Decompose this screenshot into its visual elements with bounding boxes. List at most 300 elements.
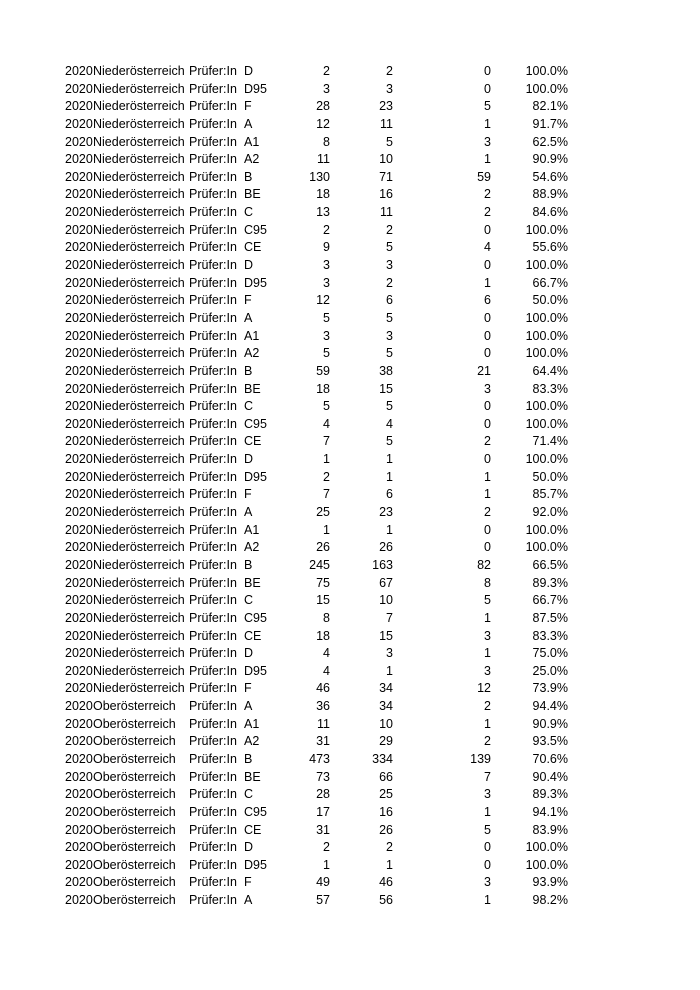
table-row bbox=[0, 292, 700, 310]
cell-failed: 1 bbox=[484, 487, 491, 502]
cell-failed: 1 bbox=[484, 469, 491, 484]
cell-license-class: A2 bbox=[244, 734, 260, 749]
cell-failed: 12 bbox=[477, 681, 491, 696]
table-row bbox=[0, 398, 700, 416]
cell-failed: 0 bbox=[484, 452, 491, 467]
cell-pass-rate: 50.0% bbox=[532, 293, 568, 308]
cell-region: Niederösterreich bbox=[93, 381, 185, 396]
cell-region: Niederösterreich bbox=[93, 522, 185, 537]
cell-total: 28 bbox=[316, 99, 330, 114]
cell-license-class: A1 bbox=[244, 328, 260, 343]
cell-region: Niederösterreich bbox=[93, 487, 185, 502]
cell-year: 2020 bbox=[65, 187, 93, 202]
cell-total: 17 bbox=[316, 804, 330, 819]
cell-role: Prüfer:In bbox=[189, 469, 237, 484]
cell-license-class: D bbox=[244, 258, 254, 273]
cell-pass-rate: 71.4% bbox=[532, 434, 568, 449]
cell-role: Prüfer:In bbox=[189, 840, 237, 855]
cell-passed: 66 bbox=[379, 769, 393, 784]
cell-role: Prüfer:In bbox=[189, 346, 237, 361]
cell-failed: 1 bbox=[484, 646, 491, 661]
cell-role: Prüfer:In bbox=[189, 804, 237, 819]
cell-pass-rate: 88.9% bbox=[532, 187, 568, 202]
cell-pass-rate: 100.0% bbox=[525, 258, 568, 273]
table-row bbox=[0, 557, 700, 575]
cell-passed: 34 bbox=[379, 681, 393, 696]
table-row bbox=[0, 345, 700, 363]
cell-license-class: CE bbox=[244, 628, 262, 643]
cell-failed: 3 bbox=[484, 134, 491, 149]
cell-failed: 3 bbox=[484, 875, 491, 890]
cell-year: 2020 bbox=[65, 857, 93, 872]
cell-failed: 0 bbox=[484, 540, 491, 555]
cell-pass-rate: 100.0% bbox=[525, 452, 568, 467]
cell-passed: 1 bbox=[386, 857, 393, 872]
cell-region: Oberösterreich bbox=[93, 804, 176, 819]
cell-pass-rate: 100.0% bbox=[525, 840, 568, 855]
cell-role: Prüfer:In bbox=[189, 81, 237, 96]
cell-year: 2020 bbox=[65, 716, 93, 731]
cell-role: Prüfer:In bbox=[189, 540, 237, 555]
cell-failed: 0 bbox=[484, 416, 491, 431]
cell-passed: 25 bbox=[379, 787, 393, 802]
cell-pass-rate: 70.6% bbox=[532, 751, 568, 766]
cell-failed: 0 bbox=[484, 222, 491, 237]
cell-license-class: D95 bbox=[244, 857, 267, 872]
cell-total: 57 bbox=[316, 893, 330, 908]
cell-total: 28 bbox=[316, 787, 330, 802]
cell-year: 2020 bbox=[65, 822, 93, 837]
cell-year: 2020 bbox=[65, 381, 93, 396]
table-row bbox=[0, 786, 700, 804]
cell-year: 2020 bbox=[65, 469, 93, 484]
cell-region: Niederösterreich bbox=[93, 363, 185, 378]
cell-year: 2020 bbox=[65, 487, 93, 502]
cell-total: 73 bbox=[316, 769, 330, 784]
table-row bbox=[0, 363, 700, 381]
cell-passed: 2 bbox=[386, 64, 393, 78]
table-row bbox=[0, 169, 700, 187]
cell-license-class: F bbox=[244, 99, 252, 114]
cell-pass-rate: 100.0% bbox=[525, 222, 568, 237]
cell-region: Niederösterreich bbox=[93, 628, 185, 643]
cell-license-class: A1 bbox=[244, 716, 260, 731]
cell-total: 2 bbox=[323, 840, 330, 855]
cell-role: Prüfer:In bbox=[189, 64, 237, 78]
cell-year: 2020 bbox=[65, 557, 93, 572]
cell-role: Prüfer:In bbox=[189, 310, 237, 325]
cell-pass-rate: 100.0% bbox=[525, 522, 568, 537]
cell-total: 18 bbox=[316, 628, 330, 643]
cell-total: 11 bbox=[317, 152, 330, 167]
cell-year: 2020 bbox=[65, 399, 93, 414]
cell-year: 2020 bbox=[65, 575, 93, 590]
cell-region: Niederösterreich bbox=[93, 505, 185, 520]
table-row bbox=[0, 610, 700, 628]
cell-total: 4 bbox=[323, 416, 330, 431]
cell-passed: 16 bbox=[379, 187, 393, 202]
cell-license-class: F bbox=[244, 875, 252, 890]
cell-year: 2020 bbox=[65, 699, 93, 714]
cell-passed: 16 bbox=[379, 804, 393, 819]
cell-license-class: C bbox=[244, 787, 254, 802]
cell-total: 3 bbox=[323, 328, 330, 343]
cell-passed: 5 bbox=[386, 240, 393, 255]
cell-total: 3 bbox=[323, 258, 330, 273]
cell-total: 18 bbox=[316, 187, 330, 202]
cell-total: 12 bbox=[316, 116, 330, 131]
table-row bbox=[0, 874, 700, 892]
cell-license-class: C95 bbox=[244, 610, 267, 625]
cell-pass-rate: 66.7% bbox=[532, 593, 568, 608]
cell-role: Prüfer:In bbox=[189, 628, 237, 643]
cell-passed: 23 bbox=[379, 99, 393, 114]
cell-total: 15 bbox=[316, 593, 330, 608]
cell-role: Prüfer:In bbox=[189, 787, 237, 802]
cell-year: 2020 bbox=[65, 205, 93, 220]
table-row bbox=[0, 416, 700, 434]
cell-failed: 1 bbox=[484, 152, 491, 167]
cell-role: Prüfer:In bbox=[189, 381, 237, 396]
cell-year: 2020 bbox=[65, 328, 93, 343]
cell-year: 2020 bbox=[65, 840, 93, 855]
cell-role: Prüfer:In bbox=[189, 116, 237, 131]
cell-license-class: C bbox=[244, 399, 254, 414]
cell-license-class: A bbox=[244, 310, 253, 325]
cell-license-class: F bbox=[244, 293, 252, 308]
cell-region: Oberösterreich bbox=[93, 751, 176, 766]
cell-total: 8 bbox=[323, 610, 330, 625]
cell-total: 245 bbox=[309, 557, 330, 572]
cell-role: Prüfer:In bbox=[189, 134, 237, 149]
cell-pass-rate: 66.5% bbox=[532, 557, 568, 572]
cell-license-class: D bbox=[244, 64, 254, 78]
cell-region: Niederösterreich bbox=[93, 681, 185, 696]
cell-total: 18 bbox=[316, 381, 330, 396]
cell-region: Niederösterreich bbox=[93, 222, 185, 237]
cell-passed: 2 bbox=[386, 275, 393, 290]
cell-license-class: B bbox=[244, 169, 253, 184]
cell-year: 2020 bbox=[65, 628, 93, 643]
cell-year: 2020 bbox=[65, 522, 93, 537]
cell-year: 2020 bbox=[65, 222, 93, 237]
table-row bbox=[0, 504, 700, 522]
cell-failed: 8 bbox=[484, 575, 491, 590]
cell-failed: 0 bbox=[484, 840, 491, 855]
cell-license-class: A bbox=[244, 116, 253, 131]
table-row bbox=[0, 804, 700, 822]
table-row bbox=[0, 98, 700, 116]
cell-failed: 21 bbox=[477, 363, 491, 378]
cell-license-class: A2 bbox=[244, 540, 260, 555]
cell-total: 12 bbox=[316, 293, 330, 308]
cell-failed: 4 bbox=[484, 240, 491, 255]
cell-passed: 56 bbox=[379, 893, 393, 908]
cell-failed: 2 bbox=[484, 505, 491, 520]
cell-passed: 1 bbox=[386, 663, 393, 678]
cell-pass-rate: 90.9% bbox=[532, 152, 568, 167]
table-row bbox=[0, 151, 700, 169]
cell-year: 2020 bbox=[65, 540, 93, 555]
cell-region: Niederösterreich bbox=[93, 610, 185, 625]
cell-region: Oberösterreich bbox=[93, 893, 176, 908]
table-row bbox=[0, 592, 700, 610]
cell-failed: 3 bbox=[484, 663, 491, 678]
cell-license-class: CE bbox=[244, 822, 262, 837]
cell-region: Niederösterreich bbox=[93, 663, 185, 678]
cell-passed: 29 bbox=[379, 734, 393, 749]
cell-pass-rate: 84.6% bbox=[532, 205, 568, 220]
cell-region: Niederösterreich bbox=[93, 81, 185, 96]
cell-total: 3 bbox=[323, 81, 330, 96]
cell-pass-rate: 100.0% bbox=[525, 64, 568, 78]
cell-failed: 3 bbox=[484, 381, 491, 396]
cell-region: Niederösterreich bbox=[93, 416, 185, 431]
cell-passed: 4 bbox=[386, 416, 393, 431]
cell-pass-rate: 100.0% bbox=[525, 540, 568, 555]
cell-pass-rate: 100.0% bbox=[525, 328, 568, 343]
cell-year: 2020 bbox=[65, 310, 93, 325]
cell-year: 2020 bbox=[65, 593, 93, 608]
cell-total: 1 bbox=[323, 452, 330, 467]
cell-role: Prüfer:In bbox=[189, 681, 237, 696]
cell-year: 2020 bbox=[65, 116, 93, 131]
table-row bbox=[0, 839, 700, 857]
cell-year: 2020 bbox=[65, 769, 93, 784]
cell-passed: 10 bbox=[379, 593, 393, 608]
cell-region: Niederösterreich bbox=[93, 275, 185, 290]
cell-failed: 3 bbox=[484, 787, 491, 802]
cell-license-class: CE bbox=[244, 240, 262, 255]
cell-pass-rate: 55.6% bbox=[532, 240, 568, 255]
cell-license-class: B bbox=[244, 751, 253, 766]
cell-role: Prüfer:In bbox=[189, 875, 237, 890]
cell-failed: 1 bbox=[484, 716, 491, 731]
cell-year: 2020 bbox=[65, 804, 93, 819]
cell-region: Niederösterreich bbox=[93, 646, 185, 661]
table-row bbox=[0, 857, 700, 875]
cell-total: 8 bbox=[323, 134, 330, 149]
cell-year: 2020 bbox=[65, 610, 93, 625]
cell-year: 2020 bbox=[65, 134, 93, 149]
cell-year: 2020 bbox=[65, 416, 93, 431]
table-row bbox=[0, 116, 700, 134]
cell-region: Niederösterreich bbox=[93, 205, 185, 220]
table-row bbox=[0, 63, 700, 81]
cell-role: Prüfer:In bbox=[189, 593, 237, 608]
cell-passed: 5 bbox=[386, 399, 393, 414]
cell-pass-rate: 50.0% bbox=[532, 469, 568, 484]
cell-total: 7 bbox=[323, 487, 330, 502]
cell-region: Niederösterreich bbox=[93, 258, 185, 273]
cell-region: Niederösterreich bbox=[93, 593, 185, 608]
cell-total: 59 bbox=[316, 363, 330, 378]
cell-pass-rate: 100.0% bbox=[525, 346, 568, 361]
cell-license-class: C95 bbox=[244, 416, 267, 431]
cell-year: 2020 bbox=[65, 681, 93, 696]
cell-pass-rate: 100.0% bbox=[525, 310, 568, 325]
cell-failed: 0 bbox=[484, 857, 491, 872]
cell-pass-rate: 92.0% bbox=[532, 505, 568, 520]
table-row bbox=[0, 892, 700, 910]
cell-role: Prüfer:In bbox=[189, 734, 237, 749]
cell-total: 2 bbox=[323, 64, 330, 78]
cell-year: 2020 bbox=[65, 64, 93, 78]
cell-pass-rate: 91.7% bbox=[532, 116, 568, 131]
cell-license-class: D95 bbox=[244, 469, 267, 484]
cell-region: Oberösterreich bbox=[93, 822, 176, 837]
cell-role: Prüfer:In bbox=[189, 575, 237, 590]
cell-region: Niederösterreich bbox=[93, 64, 185, 78]
cell-region: Niederösterreich bbox=[93, 310, 185, 325]
cell-license-class: D95 bbox=[244, 663, 267, 678]
cell-passed: 5 bbox=[386, 310, 393, 325]
cell-pass-rate: 82.1% bbox=[532, 99, 568, 114]
cell-license-class: D bbox=[244, 452, 254, 467]
cell-passed: 1 bbox=[386, 452, 393, 467]
cell-license-class: A2 bbox=[244, 346, 260, 361]
cell-role: Prüfer:In bbox=[189, 893, 237, 908]
table-row bbox=[0, 81, 700, 99]
cell-region: Niederösterreich bbox=[93, 293, 185, 308]
cell-passed: 7 bbox=[386, 610, 393, 625]
table-row bbox=[0, 275, 700, 293]
table-row bbox=[0, 680, 700, 698]
cell-passed: 34 bbox=[379, 699, 393, 714]
cell-role: Prüfer:In bbox=[189, 522, 237, 537]
cell-total: 5 bbox=[323, 310, 330, 325]
cell-failed: 82 bbox=[477, 557, 491, 572]
cell-license-class: A1 bbox=[244, 134, 260, 149]
cell-failed: 0 bbox=[484, 64, 491, 78]
table-row bbox=[0, 328, 700, 346]
cell-region: Oberösterreich bbox=[93, 716, 176, 731]
cell-license-class: A bbox=[244, 699, 253, 714]
table-row bbox=[0, 310, 700, 328]
cell-role: Prüfer:In bbox=[189, 99, 237, 114]
cell-pass-rate: 93.9% bbox=[532, 875, 568, 890]
cell-license-class: A1 bbox=[244, 522, 260, 537]
cell-total: 25 bbox=[316, 505, 330, 520]
cell-passed: 5 bbox=[386, 434, 393, 449]
cell-role: Prüfer:In bbox=[189, 699, 237, 714]
cell-passed: 38 bbox=[379, 363, 393, 378]
cell-failed: 1 bbox=[484, 804, 491, 819]
cell-passed: 26 bbox=[379, 822, 393, 837]
cell-year: 2020 bbox=[65, 787, 93, 802]
cell-role: Prüfer:In bbox=[189, 751, 237, 766]
cell-region: Oberösterreich bbox=[93, 769, 176, 784]
cell-total: 473 bbox=[309, 751, 330, 766]
cell-passed: 5 bbox=[386, 346, 393, 361]
cell-region: Oberösterreich bbox=[93, 699, 176, 714]
cell-role: Prüfer:In bbox=[189, 769, 237, 784]
cell-region: Niederösterreich bbox=[93, 134, 185, 149]
cell-license-class: F bbox=[244, 681, 252, 696]
cell-total: 49 bbox=[316, 875, 330, 890]
cell-region: Niederösterreich bbox=[93, 575, 185, 590]
cell-region: Oberösterreich bbox=[93, 787, 176, 802]
cell-total: 31 bbox=[316, 822, 330, 837]
cell-role: Prüfer:In bbox=[189, 222, 237, 237]
table-row bbox=[0, 381, 700, 399]
cell-role: Prüfer:In bbox=[189, 452, 237, 467]
cell-year: 2020 bbox=[65, 293, 93, 308]
cell-total: 46 bbox=[316, 681, 330, 696]
cell-region: Niederösterreich bbox=[93, 540, 185, 555]
cell-year: 2020 bbox=[65, 751, 93, 766]
cell-license-class: A bbox=[244, 505, 253, 520]
table-row bbox=[0, 257, 700, 275]
cell-passed: 15 bbox=[379, 381, 393, 396]
table-row bbox=[0, 222, 700, 240]
cell-pass-rate: 25.0% bbox=[532, 663, 568, 678]
cell-role: Prüfer:In bbox=[189, 822, 237, 837]
cell-region: Niederösterreich bbox=[93, 399, 185, 414]
cell-license-class: D95 bbox=[244, 275, 267, 290]
cell-failed: 2 bbox=[484, 734, 491, 749]
cell-total: 13 bbox=[316, 205, 330, 220]
cell-pass-rate: 62.5% bbox=[532, 134, 568, 149]
cell-passed: 10 bbox=[379, 152, 393, 167]
table-row bbox=[0, 575, 700, 593]
cell-passed: 1 bbox=[386, 522, 393, 537]
cell-pass-rate: 64.4% bbox=[532, 363, 568, 378]
cell-role: Prüfer:In bbox=[189, 610, 237, 625]
cell-pass-rate: 75.0% bbox=[532, 646, 568, 661]
cell-failed: 0 bbox=[484, 310, 491, 325]
cell-region: Niederösterreich bbox=[93, 557, 185, 572]
table-row bbox=[0, 628, 700, 646]
table-row bbox=[0, 239, 700, 257]
cell-failed: 0 bbox=[484, 522, 491, 537]
table-row bbox=[0, 769, 700, 787]
cell-role: Prüfer:In bbox=[189, 152, 237, 167]
cell-role: Prüfer:In bbox=[189, 663, 237, 678]
cell-year: 2020 bbox=[65, 258, 93, 273]
cell-role: Prüfer:In bbox=[189, 275, 237, 290]
cell-failed: 2 bbox=[484, 205, 491, 220]
cell-total: 75 bbox=[316, 575, 330, 590]
cell-failed: 7 bbox=[484, 769, 491, 784]
cell-year: 2020 bbox=[65, 99, 93, 114]
cell-total: 4 bbox=[323, 646, 330, 661]
cell-passed: 23 bbox=[379, 505, 393, 520]
cell-license-class: CE bbox=[244, 434, 262, 449]
cell-region: Oberösterreich bbox=[93, 857, 176, 872]
cell-role: Prüfer:In bbox=[189, 363, 237, 378]
cell-year: 2020 bbox=[65, 434, 93, 449]
cell-region: Niederösterreich bbox=[93, 469, 185, 484]
cell-region: Niederösterreich bbox=[93, 169, 185, 184]
cell-pass-rate: 83.3% bbox=[532, 628, 568, 643]
cell-total: 5 bbox=[323, 346, 330, 361]
cell-pass-rate: 54.6% bbox=[532, 169, 568, 184]
cell-role: Prüfer:In bbox=[189, 557, 237, 572]
cell-role: Prüfer:In bbox=[189, 716, 237, 731]
cell-failed: 1 bbox=[484, 116, 491, 131]
cell-license-class: D bbox=[244, 646, 254, 661]
cell-year: 2020 bbox=[65, 346, 93, 361]
cell-role: Prüfer:In bbox=[189, 505, 237, 520]
cell-role: Prüfer:In bbox=[189, 328, 237, 343]
cell-pass-rate: 85.7% bbox=[532, 487, 568, 502]
cell-total: 1 bbox=[323, 522, 330, 537]
cell-license-class: B bbox=[244, 363, 253, 378]
cell-region: Niederösterreich bbox=[93, 434, 185, 449]
cell-year: 2020 bbox=[65, 646, 93, 661]
table-row bbox=[0, 663, 700, 681]
